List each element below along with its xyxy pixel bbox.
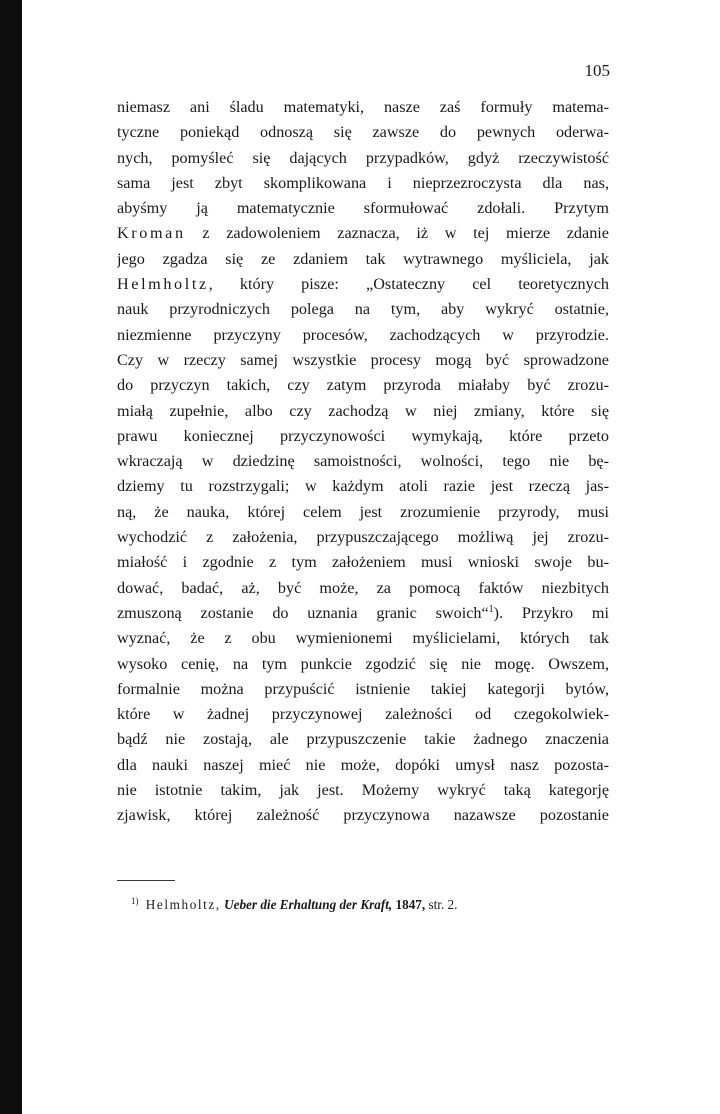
- text-line: [117, 272, 609, 297]
- text-line: dla nauki naszej mieć nie może, dopóki umysł nasz pozosta-: [117, 755, 609, 774]
- line-text: zmuszoną zostanie do uznania granic swoich“: [117, 603, 489, 622]
- text-line: które w żadnej przyczynowej zależności od czegokolwiek-: [117, 705, 609, 724]
- text-line: prawu koniecznej przyczynowości wymykają, które przeto: [117, 426, 609, 445]
- text-line: [117, 221, 609, 246]
- text-line: dować, badać, aż, być może, za pomocą faktów niezbitych: [117, 578, 609, 597]
- text-line: do przyczyn takich, czy zatym przyroda miałaby być zrozu-: [117, 376, 609, 395]
- footnote-author: Helmholtz,: [145, 897, 221, 912]
- text-line: bądź nie zostają, ale przypuszczenie takie żadnego znaczenia: [117, 730, 609, 749]
- text-line: abyśmy ją matematycznie sformułować zdołali. Przytym: [117, 199, 609, 218]
- text-line: formalnie można przypuścić istnienie takiej kategorji bytów,: [117, 679, 609, 698]
- text-line: wkraczają w dziedzinę samoistności, wolności, tego nie bę-: [117, 452, 609, 471]
- scan-edge: [0, 0, 22, 1114]
- footnote-year: 1847,: [395, 897, 426, 912]
- text-line: nie istotnie takim, jak jest. Możemy wykryć taką kategorję: [117, 781, 609, 800]
- text-line: tyczne poniekąd odnoszą się zawsze do pewnych oderwa-: [117, 123, 609, 142]
- text-line: miałą zupełnie, albo czy zachodzą w niej zmiany, które się: [117, 401, 609, 420]
- text-line: [117, 601, 609, 626]
- line-rest: , który pisze: „Ostateczny cel teoretycznych: [208, 275, 609, 294]
- text-line: niemasz ani śladu matematyki, nasze zaś formuły matema-: [117, 98, 609, 116]
- footnote: [117, 896, 609, 914]
- text-line: Czy w rzeczy samej wszystkie procesy mogą być sprowadzone: [117, 350, 609, 369]
- text-line: wysoko cenię, na tym punkcie zgodzić się nie mogę. Owszem,: [117, 654, 609, 673]
- page-number: 105: [584, 61, 610, 80]
- text-line: niezmienne przyczyny procesów, zachodzących w przyrodzie.: [117, 325, 609, 344]
- line-rest: z zadowoleniem zaznacza, iż w tej mierze zdanie: [185, 224, 609, 243]
- body-text: [117, 95, 609, 829]
- text-line: jego zgadza się ze zdaniem tak wytrawnego myśliciela, jak: [117, 249, 609, 268]
- text-line: dziemy tu rozstrzygali; w każdym atoli razie jest rzeczą jas-: [117, 477, 609, 496]
- text-line: ną, że nauka, której celem jest zrozumienie przyrody, musi: [117, 502, 609, 521]
- text-line: wychodzić z założenia, przypuszczającego możliwą jej zrozu-: [117, 528, 609, 547]
- line-after: ). Przykro mi: [493, 603, 609, 622]
- footnote-reference: 1: [488, 603, 494, 615]
- spaced-name: Kroman: [117, 224, 186, 243]
- footnote-marker: 1): [131, 896, 139, 906]
- text-line: zjawisk, której zależność przyczynowa nazawsze pozostanie: [117, 806, 609, 825]
- text-line: nauk przyrodniczych polega na tym, aby wykryć ostatnie,: [117, 300, 609, 319]
- footnote-work-title: Ueber die Erhaltung der Kraft,: [224, 897, 393, 912]
- footnote-page: str. 2.: [428, 897, 458, 912]
- text-line: sama jest zbyt skomplikowana i nieprzezroczysta dla nas,: [117, 173, 609, 192]
- spaced-name: Helmholtz: [117, 275, 209, 294]
- text-line: wyznać, że z obu wymienionemi myślicielami, których tak: [117, 629, 609, 648]
- footnote-rule: [117, 880, 175, 881]
- text-line: miałość i zgodnie z tym założeniem musi wnioski swoje bu-: [117, 553, 609, 572]
- text-line: nych, pomyśleć się dających przypadków, gdyż rzeczywistość: [117, 148, 609, 167]
